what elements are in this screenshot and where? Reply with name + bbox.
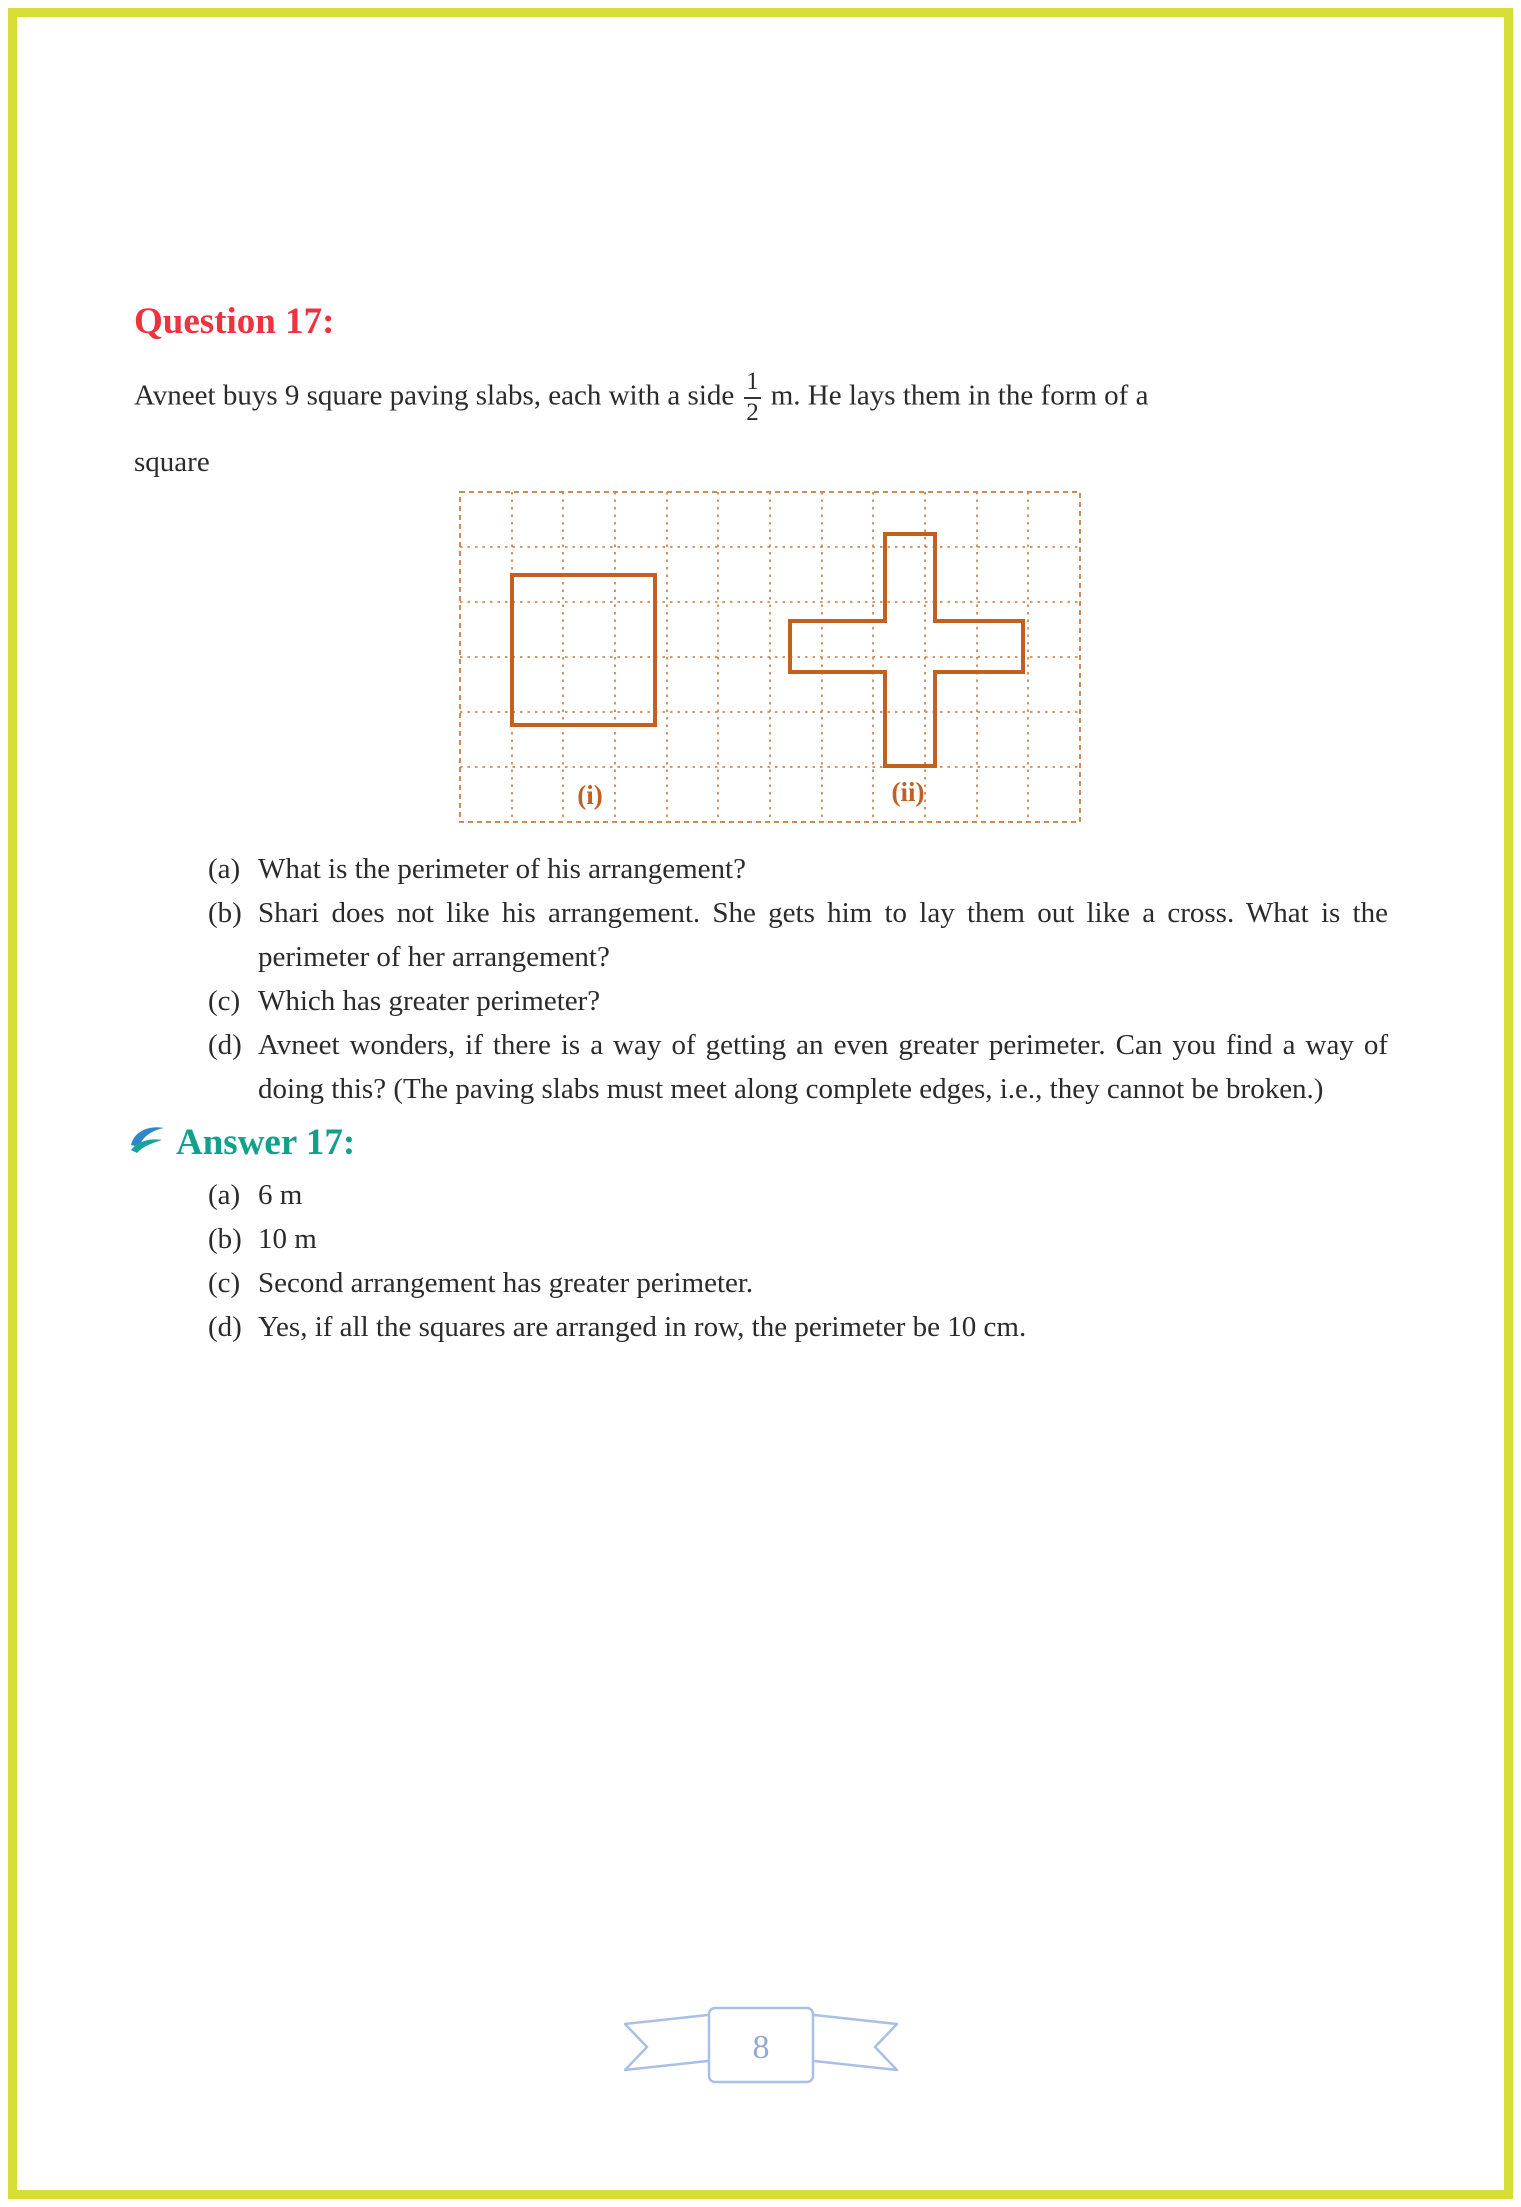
answer-part-d [208, 1305, 1388, 1349]
swoosh-logo-icon [128, 1123, 166, 1162]
part-label: (c) [208, 1266, 241, 1299]
answer-heading-row [128, 1121, 1388, 1165]
question-parts [134, 847, 1388, 1111]
question-intro-line2: square [134, 445, 210, 478]
square-arrangement-shape [512, 575, 655, 725]
dotted-grid [460, 492, 1080, 822]
answer-part-a [208, 1173, 1388, 1217]
answer-parts [134, 1173, 1388, 1349]
part-label: (d) [208, 1310, 242, 1343]
part-label: (b) [208, 1222, 242, 1255]
paving-slabs-figure [458, 490, 1082, 829]
part-label: (b) [208, 896, 242, 929]
figure-label-ii: (ii) [891, 776, 925, 807]
fraction-one-half [744, 368, 761, 428]
question-part-a [208, 847, 1388, 891]
fraction-denominator: 2 [746, 398, 759, 426]
part-label: (d) [208, 1028, 242, 1061]
cross-arrangement-shape [790, 534, 1023, 766]
question-part-c [208, 979, 1388, 1023]
part-text: Which has greater perimeter? [258, 984, 601, 1017]
question-heading: Question 17: [134, 301, 335, 342]
figure-label-i: (i) [577, 779, 603, 810]
answer-heading: Answer 17: [176, 1121, 356, 1163]
part-text: Avneet wonders, if there is a way of getting an even greater perimeter. Can you find a way of doing this? (The paving slabs must meet along complete edges, i.e., they cannot be broken.) [258, 1028, 1388, 1105]
banner-ribbon-icon [611, 1998, 911, 2098]
part-label: (a) [208, 1178, 241, 1211]
part-text: Shari does not like his arrangement. She gets him to lay them out like a cross. What is the perimeter of her arrangement? [258, 896, 1388, 973]
part-label: (a) [208, 852, 241, 885]
part-text: What is the perimeter of his arrangement? [258, 852, 746, 885]
question-intro [134, 368, 1388, 428]
part-label: (c) [208, 984, 241, 1017]
page-content [134, 300, 1388, 1349]
intro-text-after: m. He lays them in the form of a [770, 379, 1149, 412]
intro-text-before: Avneet buys 9 square paving slabs, each with a side [134, 379, 735, 412]
answer-part-c [208, 1261, 1388, 1305]
part-text: 10 m [258, 1222, 317, 1255]
part-text: Second arrangement has greater perimeter. [258, 1266, 754, 1299]
page-number-ribbon [611, 1998, 911, 2103]
part-text: 6 m [258, 1178, 303, 1211]
question-part-b [208, 891, 1388, 979]
page-number: 8 [752, 2029, 769, 2066]
answer-part-b [208, 1217, 1388, 1261]
part-text: Yes, if all the squares are arranged in row, the perimeter be 10 cm. [258, 1310, 1027, 1343]
paving-slabs-diagram [458, 490, 1082, 824]
question-part-d [208, 1023, 1388, 1111]
fraction-numerator: 1 [746, 368, 759, 395]
